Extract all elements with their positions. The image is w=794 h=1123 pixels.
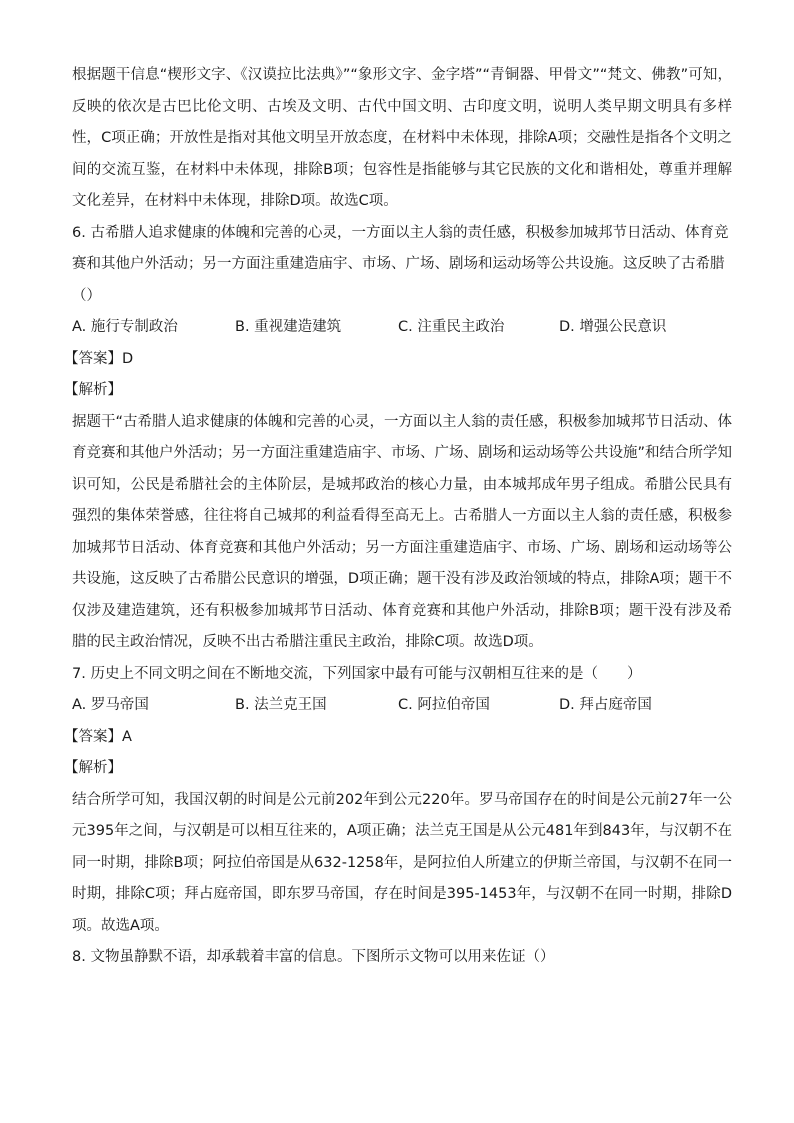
question-7-option-b: B. 法兰克王国 (235, 697, 327, 713)
question-7-option-d: D. 拜占庭帝国 (559, 697, 652, 713)
document-page (64, 60, 733, 974)
question-6-analysis: 据题干“古希腊人追求健康的体魄和完善的心灵，一方面以主人翁的责任感，积极参加城邦节日活动、体育竞赛和其他户外活动；另一方面注重建造庙宇、市场、广场、剧场和运动场等公共设施”和结合所学知识可知，公民是希腊社会的主体阶层，是城邦政治的核心力量，由本城邦成年男子组成。希腊公民具有强烈的集体荣誉感，往往将自己城邦的利益看得至高无上。古希腊人一方面以主人翁的责任感，积极参加城邦节日活动、体育竞赛和其他户外活动；另一方面注重建造庙宇、市场、广场、剧场和运动场等公共设施，这反映了古希腊公民意识的增强，D项正确；题干没有涉及政治领域的特点，排除A项；题干不仅涉及建造建筑，还有积极参加城邦节日活动、体育竞赛和其他户外活动，排除B项；题干没有涉及希腊的民主政治情况，反映不出古希腊注重民主政治，排除C项。故选D项。 (72, 413, 733, 650)
question-7-option-a: A. 罗马帝国 (72, 697, 149, 713)
question-6-option-c: C. 注重民主政治 (398, 319, 505, 335)
question-6-answer: 【答案】D (64, 350, 134, 367)
question-6-option-b: B. 重视建造建筑 (235, 319, 342, 335)
question-7-stem: 7. 历史上不同文明之间在不断地交流，下列国家中最有可能与汉朝相互往来的是（ ） (72, 665, 642, 682)
question-6-analysis-label: 【解析】 (64, 382, 122, 398)
question-6-stem: 6. 古希腊人追求健康的体魄和完善的心灵，一方面以主人翁的责任感，积极参加城邦节日活动、体育竞赛和其他户外活动；另一方面注重建造庙宇、市场、广场、剧场和运动场等公共设施。这反映了古希腊（） (72, 224, 729, 304)
question-6-option-d: D. 增强公民意识 (559, 319, 667, 335)
question-7-option-c: C. 阿拉伯帝国 (398, 697, 490, 713)
question-6-options (72, 312, 732, 344)
prev-question-analysis: 根据题干信息“楔形文字、《汉谟拉比法典》”“象形文字、金字塔”“青铜器、甲骨文”“梵文、佛教”可知，反映的依次是古巴比伦文明、古埃及文明、古代中国文明、古印度文明，说明人类早期文明具有多样性，C项正确；开放性是指对其他文明呈开放态度，在材料中未体现，排除A项；交融性是指各个文明之间的交流互鉴，在材料中未体现，排除B项；包容性是指能够与其它民族的文化和谐相处，尊重并理解文化差异，在材料中未体现，排除D项。故选C项。 (72, 67, 732, 209)
question-8-stem: 8. 文物虽静默不语，却承载着丰富的信息。下图所示文物可以用来佐证（） (72, 949, 555, 965)
question-6-option-a: A. 施行专制政治 (72, 319, 178, 335)
question-7-answer: 【答案】A (64, 728, 132, 745)
question-7-options (72, 690, 732, 722)
question-7-analysis-label: 【解析】 (64, 760, 122, 776)
question-7-analysis: 结合所学可知，我国汉朝的时间是公元前202年到公元220年。罗马帝国存在的时间是公元前27年一公元395年之间，与汉朝是可以相互往来的，A项正确；法兰克王国是从公元481年到843年，与汉朝不在同一时期，排除B项；阿拉伯帝国是从632-1258年，是阿拉伯人所建立的伊斯兰帝国，与汉朝不在同一时期，排除C项；拜占庭帝国，即东罗马帝国，存在时间是395-1453年，与汉朝不在同一时期，排除D项。故选A项。 (72, 791, 732, 934)
